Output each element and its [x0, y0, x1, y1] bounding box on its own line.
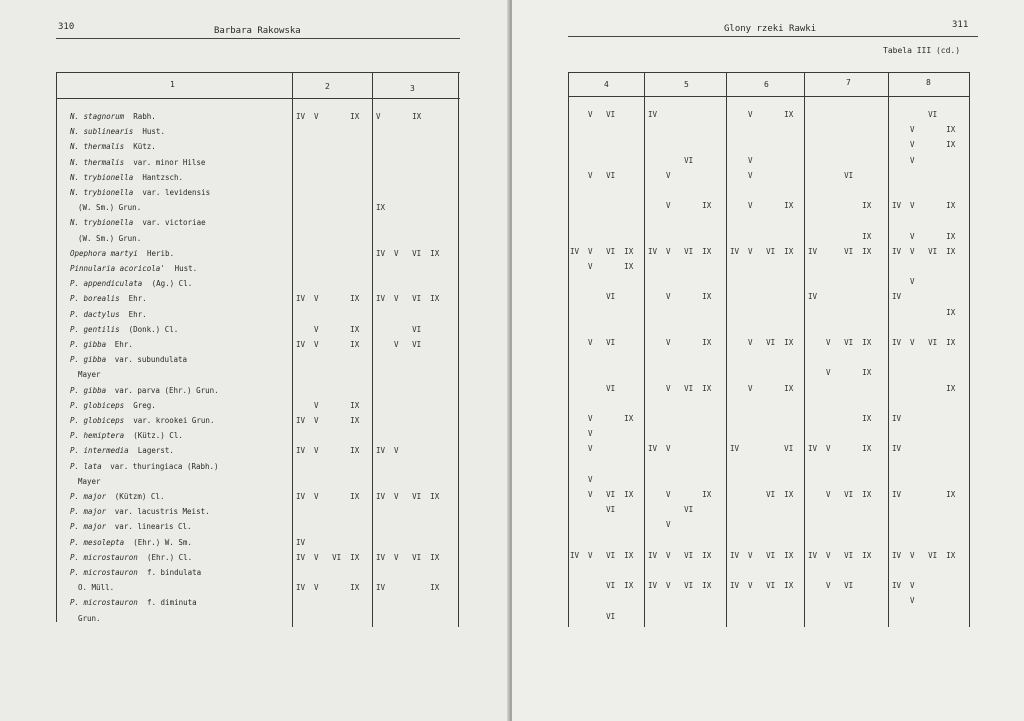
- species-name: P. major: [70, 522, 107, 531]
- month-cell-col3: V IX: [376, 112, 422, 121]
- species-authority: Mayer: [78, 477, 101, 486]
- species-authority: (Kütz.) Cl.: [133, 431, 183, 440]
- month-cell-c6: V: [730, 171, 753, 180]
- species-name: P. microstauron: [70, 598, 138, 607]
- month-cell-c4: V: [570, 429, 593, 438]
- page-number-left: 310: [58, 22, 75, 32]
- species-authority: f. bindulata: [147, 568, 202, 577]
- month-cell-c4: VI: [570, 292, 616, 301]
- month-cell-c8: IV V IX: [892, 201, 956, 210]
- month-cell-c8: V IX: [892, 140, 956, 149]
- species-authority: Herib.: [147, 249, 175, 258]
- month-cell-c8: V: [892, 156, 915, 165]
- species-authority: Hantzsch.: [142, 173, 184, 182]
- col-header-7: 7: [846, 78, 851, 87]
- month-cell-c7: IV: [808, 292, 818, 301]
- month-cell-c4: V VI IX: [570, 490, 634, 499]
- species-name: P. globiceps: [70, 401, 125, 410]
- month-cell-col2: IV V IX: [296, 492, 360, 501]
- month-cell-c5: V: [648, 171, 671, 180]
- month-cell-c8: IV V VI IX: [892, 551, 956, 560]
- month-cell-c8: V: [892, 277, 915, 286]
- month-cell-c6: V VI IX: [730, 338, 794, 347]
- species-name: Pinnularia acoricola': [70, 264, 165, 273]
- month-cell-col2: IV V VI IX: [296, 553, 360, 562]
- month-cell-c8: V IX: [892, 232, 956, 241]
- month-cell-col3: IV V: [376, 446, 399, 455]
- species-name: P. gibba: [70, 355, 107, 364]
- month-cell-col2: V IX: [296, 325, 360, 334]
- month-cell-c7: IX: [808, 414, 872, 423]
- month-cell-c5: V VI IX: [648, 384, 712, 393]
- col-divider-4-left: [568, 72, 569, 627]
- month-cell-c8: IV: [892, 414, 902, 423]
- month-cell-c8: IV V VI IX: [892, 338, 956, 347]
- month-cell-col3: IV V VI IX: [376, 249, 440, 258]
- month-cell-c8: IV IX: [892, 490, 956, 499]
- species-name: N. stagnorum: [70, 112, 125, 121]
- month-cell-col3: IV V VI IX: [376, 294, 440, 303]
- month-cell-c7: IV V VI IX: [808, 551, 872, 560]
- col-divider-1-2: [292, 72, 293, 627]
- col-header-2: 2: [325, 82, 330, 91]
- month-cell-c4: V VI: [570, 110, 616, 119]
- month-cell-c7: V IX: [808, 368, 872, 377]
- species-authority: Ehr.: [114, 340, 133, 349]
- species-authority: var. minor Hilse: [133, 158, 206, 167]
- species-authority: (Ehr.) Cl.: [147, 553, 193, 562]
- species-name: P. major: [70, 492, 107, 501]
- table-top-border: [56, 72, 460, 73]
- species-authority: Rabh.: [133, 112, 156, 121]
- species-name: N. trybionella: [70, 188, 134, 197]
- col-header-3: 3: [410, 84, 415, 93]
- header-rule-left: [56, 38, 460, 39]
- species-authority: var. subundulata: [114, 355, 188, 364]
- col-header-4: 4: [604, 80, 609, 89]
- species-authority: Hust.: [142, 127, 165, 136]
- month-cell-c7: IV VI IX: [808, 247, 872, 256]
- month-cell-c6: V: [730, 156, 753, 165]
- right-page: [512, 0, 1024, 721]
- month-cell-col2: V IX: [296, 401, 360, 410]
- month-cell-col3: V VI: [376, 340, 422, 349]
- species-name: N. thermalis: [70, 142, 125, 151]
- month-cell-c7: IX: [808, 201, 872, 210]
- month-cell-c4: V: [570, 444, 593, 453]
- species-name: P. mesolepta: [70, 538, 125, 547]
- month-cell-col2: IV V IX: [296, 446, 360, 455]
- month-cell-c8: IV: [892, 444, 902, 453]
- month-cell-c7: VI: [808, 171, 854, 180]
- month-cell-c8: VI: [892, 110, 938, 119]
- species-authority: (W. Sm.) Grun.: [78, 203, 142, 212]
- species-name: N. sublinearis: [70, 127, 134, 136]
- species-name: P. microstauron: [70, 553, 138, 562]
- table-header-border: [56, 98, 460, 99]
- col-divider-5-6: [726, 72, 727, 627]
- month-cell-c6: V IX: [730, 201, 794, 210]
- species-authority: var. victoriae: [142, 218, 206, 227]
- month-cell-c5: VI: [648, 505, 694, 514]
- month-cell-c4: V: [570, 475, 593, 484]
- month-cell-c5: V IX: [648, 201, 712, 210]
- table-header-border-right: [568, 96, 970, 97]
- month-cell-c5: V: [648, 520, 671, 529]
- month-cell-c8: IV: [892, 292, 902, 301]
- species-authority: Ehr.: [128, 310, 147, 319]
- month-cell-c6: IV V VI IX: [730, 247, 794, 256]
- table-top-border-right: [568, 72, 970, 73]
- species-authority: (Kützm) Cl.: [114, 492, 165, 501]
- month-cell-c5: V IX: [648, 490, 712, 499]
- month-cell-c5: IV V VI IX: [648, 581, 712, 590]
- month-cell-col2: IV V IX: [296, 340, 360, 349]
- page-number-right: 311: [952, 20, 969, 30]
- month-cell-c6: IV VI: [730, 444, 794, 453]
- species-name: P. major: [70, 507, 107, 516]
- col-divider-2-3: [372, 72, 373, 627]
- col-divider-7-8: [888, 72, 889, 627]
- species-authority: Mayer: [78, 370, 101, 379]
- species-authority: (Ag.) Cl.: [151, 279, 193, 288]
- species-name: P. dactylus: [70, 310, 120, 319]
- month-cell-c4: V VI: [570, 171, 616, 180]
- month-cell-c5: IV V: [648, 444, 671, 453]
- month-cell-c6: V IX: [730, 110, 794, 119]
- month-cell-c7: V VI IX: [808, 490, 872, 499]
- month-cell-c4: IV V VI IX: [570, 551, 634, 560]
- col-header-1: 1: [170, 80, 175, 89]
- month-cell-col2: IV: [296, 538, 306, 547]
- month-cell-c6: IV V VI IX: [730, 551, 794, 560]
- species-name: N. thermalis: [70, 158, 125, 167]
- month-cell-col2: IV V IX: [296, 583, 360, 592]
- col-divider-6-7: [804, 72, 805, 627]
- header-rule-right: [568, 36, 978, 37]
- month-cell-c4: VI IX: [570, 581, 634, 590]
- month-cell-col3: IV V VI IX: [376, 492, 440, 501]
- species-name: P. intermedia: [70, 446, 129, 455]
- month-cell-c8: IV V VI IX: [892, 247, 956, 256]
- species-authority: Lagerst.: [137, 446, 174, 455]
- species-authority: (Ehr.) W. Sm.: [133, 538, 192, 547]
- table-left-border: [56, 72, 57, 622]
- month-cell-col2: IV V IX: [296, 294, 360, 303]
- species-authority: Kütz.: [133, 142, 156, 151]
- col-header-5: 5: [684, 80, 689, 89]
- species-name: Opephora martyi: [70, 249, 138, 258]
- month-cell-c7: IX: [808, 232, 872, 241]
- month-cell-col3: IV IX: [376, 583, 440, 592]
- month-cell-c7: IV V IX: [808, 444, 872, 453]
- species-name: N. trybionella: [70, 173, 134, 182]
- left-page: [0, 0, 510, 721]
- month-cell-c5: V IX: [648, 338, 712, 347]
- month-cell-c5: IV V VI IX: [648, 551, 712, 560]
- month-cell-c4: V IX: [570, 262, 634, 271]
- species-name: P. hemiptera: [70, 431, 125, 440]
- col-header-6: 6: [764, 80, 769, 89]
- species-name: P. appendiculata: [70, 279, 143, 288]
- species-authority: var. linearis Cl.: [114, 522, 192, 531]
- month-cell-col3: VI: [376, 325, 422, 334]
- month-cell-col3: IX: [376, 203, 386, 212]
- table-right-border: [458, 72, 459, 627]
- col-divider-4-5: [644, 72, 645, 627]
- species-name: P. borealis: [70, 294, 120, 303]
- species-authority: Ehr.: [128, 294, 147, 303]
- month-cell-c5: IV V VI IX: [648, 247, 712, 256]
- month-cell-c4: V IX: [570, 414, 634, 423]
- month-cell-c7: V VI: [808, 581, 854, 590]
- species-authority: var. thuringiaca (Rabh.): [110, 462, 219, 471]
- table-right-border-right: [969, 72, 970, 627]
- month-cell-c6: V IX: [730, 384, 794, 393]
- species-authority: var. lacustris Meist.: [114, 507, 210, 516]
- species-name: P. gentilis: [70, 325, 120, 334]
- running-head-title: Glony rzeki Rawki: [724, 24, 817, 34]
- species-authority: Hust.: [174, 264, 198, 273]
- species-name: P. gibba: [70, 386, 107, 395]
- col-header-8: 8: [926, 78, 931, 87]
- species-name: P. microstauron: [70, 568, 138, 577]
- species-authority: var. levidensis: [142, 188, 211, 197]
- month-cell-c6: IV V VI IX: [730, 581, 794, 590]
- species-authority: O. Müll.: [78, 583, 115, 592]
- species-authority: (Donk.) Cl.: [128, 325, 179, 334]
- month-cell-c4: IV V VI IX: [570, 247, 634, 256]
- month-cell-c4: VI: [570, 612, 616, 621]
- month-cell-c5: VI: [648, 156, 694, 165]
- species-authority: Grun.: [78, 614, 101, 623]
- running-head-author: Barbara Rakowska: [214, 26, 301, 36]
- species-authority: var. parva (Ehr.) Grun.: [114, 386, 219, 395]
- species-authority: (W. Sm.) Grun.: [78, 234, 142, 243]
- month-cell-c4: VI: [570, 505, 616, 514]
- month-cell-c6: VI IX: [730, 490, 794, 499]
- month-cell-c8: IX: [892, 308, 956, 317]
- month-cell-col3: IV V VI IX: [376, 553, 440, 562]
- species-name: P. lata: [70, 462, 102, 471]
- table-caption: Tabela III (cd.): [883, 46, 961, 55]
- month-cell-c8: V IX: [892, 125, 956, 134]
- month-cell-c4: VI: [570, 384, 616, 393]
- month-cell-col2: IV V IX: [296, 416, 360, 425]
- month-cell-c4: V VI: [570, 338, 616, 347]
- month-cell-c5: IV: [648, 110, 658, 119]
- species-authority: Greg.: [133, 401, 156, 410]
- month-cell-col2: IV V IX: [296, 112, 360, 121]
- species-name: P. gibba: [70, 340, 107, 349]
- month-cell-c7: V VI IX: [808, 338, 872, 347]
- month-cell-c8: IV V: [892, 581, 915, 590]
- month-cell-c8: V: [892, 596, 915, 605]
- month-cell-c5: V IX: [648, 292, 712, 301]
- species-name: P. globiceps: [70, 416, 125, 425]
- species-authority: f. diminuta: [147, 598, 197, 607]
- month-cell-c8: IX: [892, 384, 956, 393]
- species-authority: var. krookei Grun.: [133, 416, 215, 425]
- species-name: N. trybionella: [70, 218, 134, 227]
